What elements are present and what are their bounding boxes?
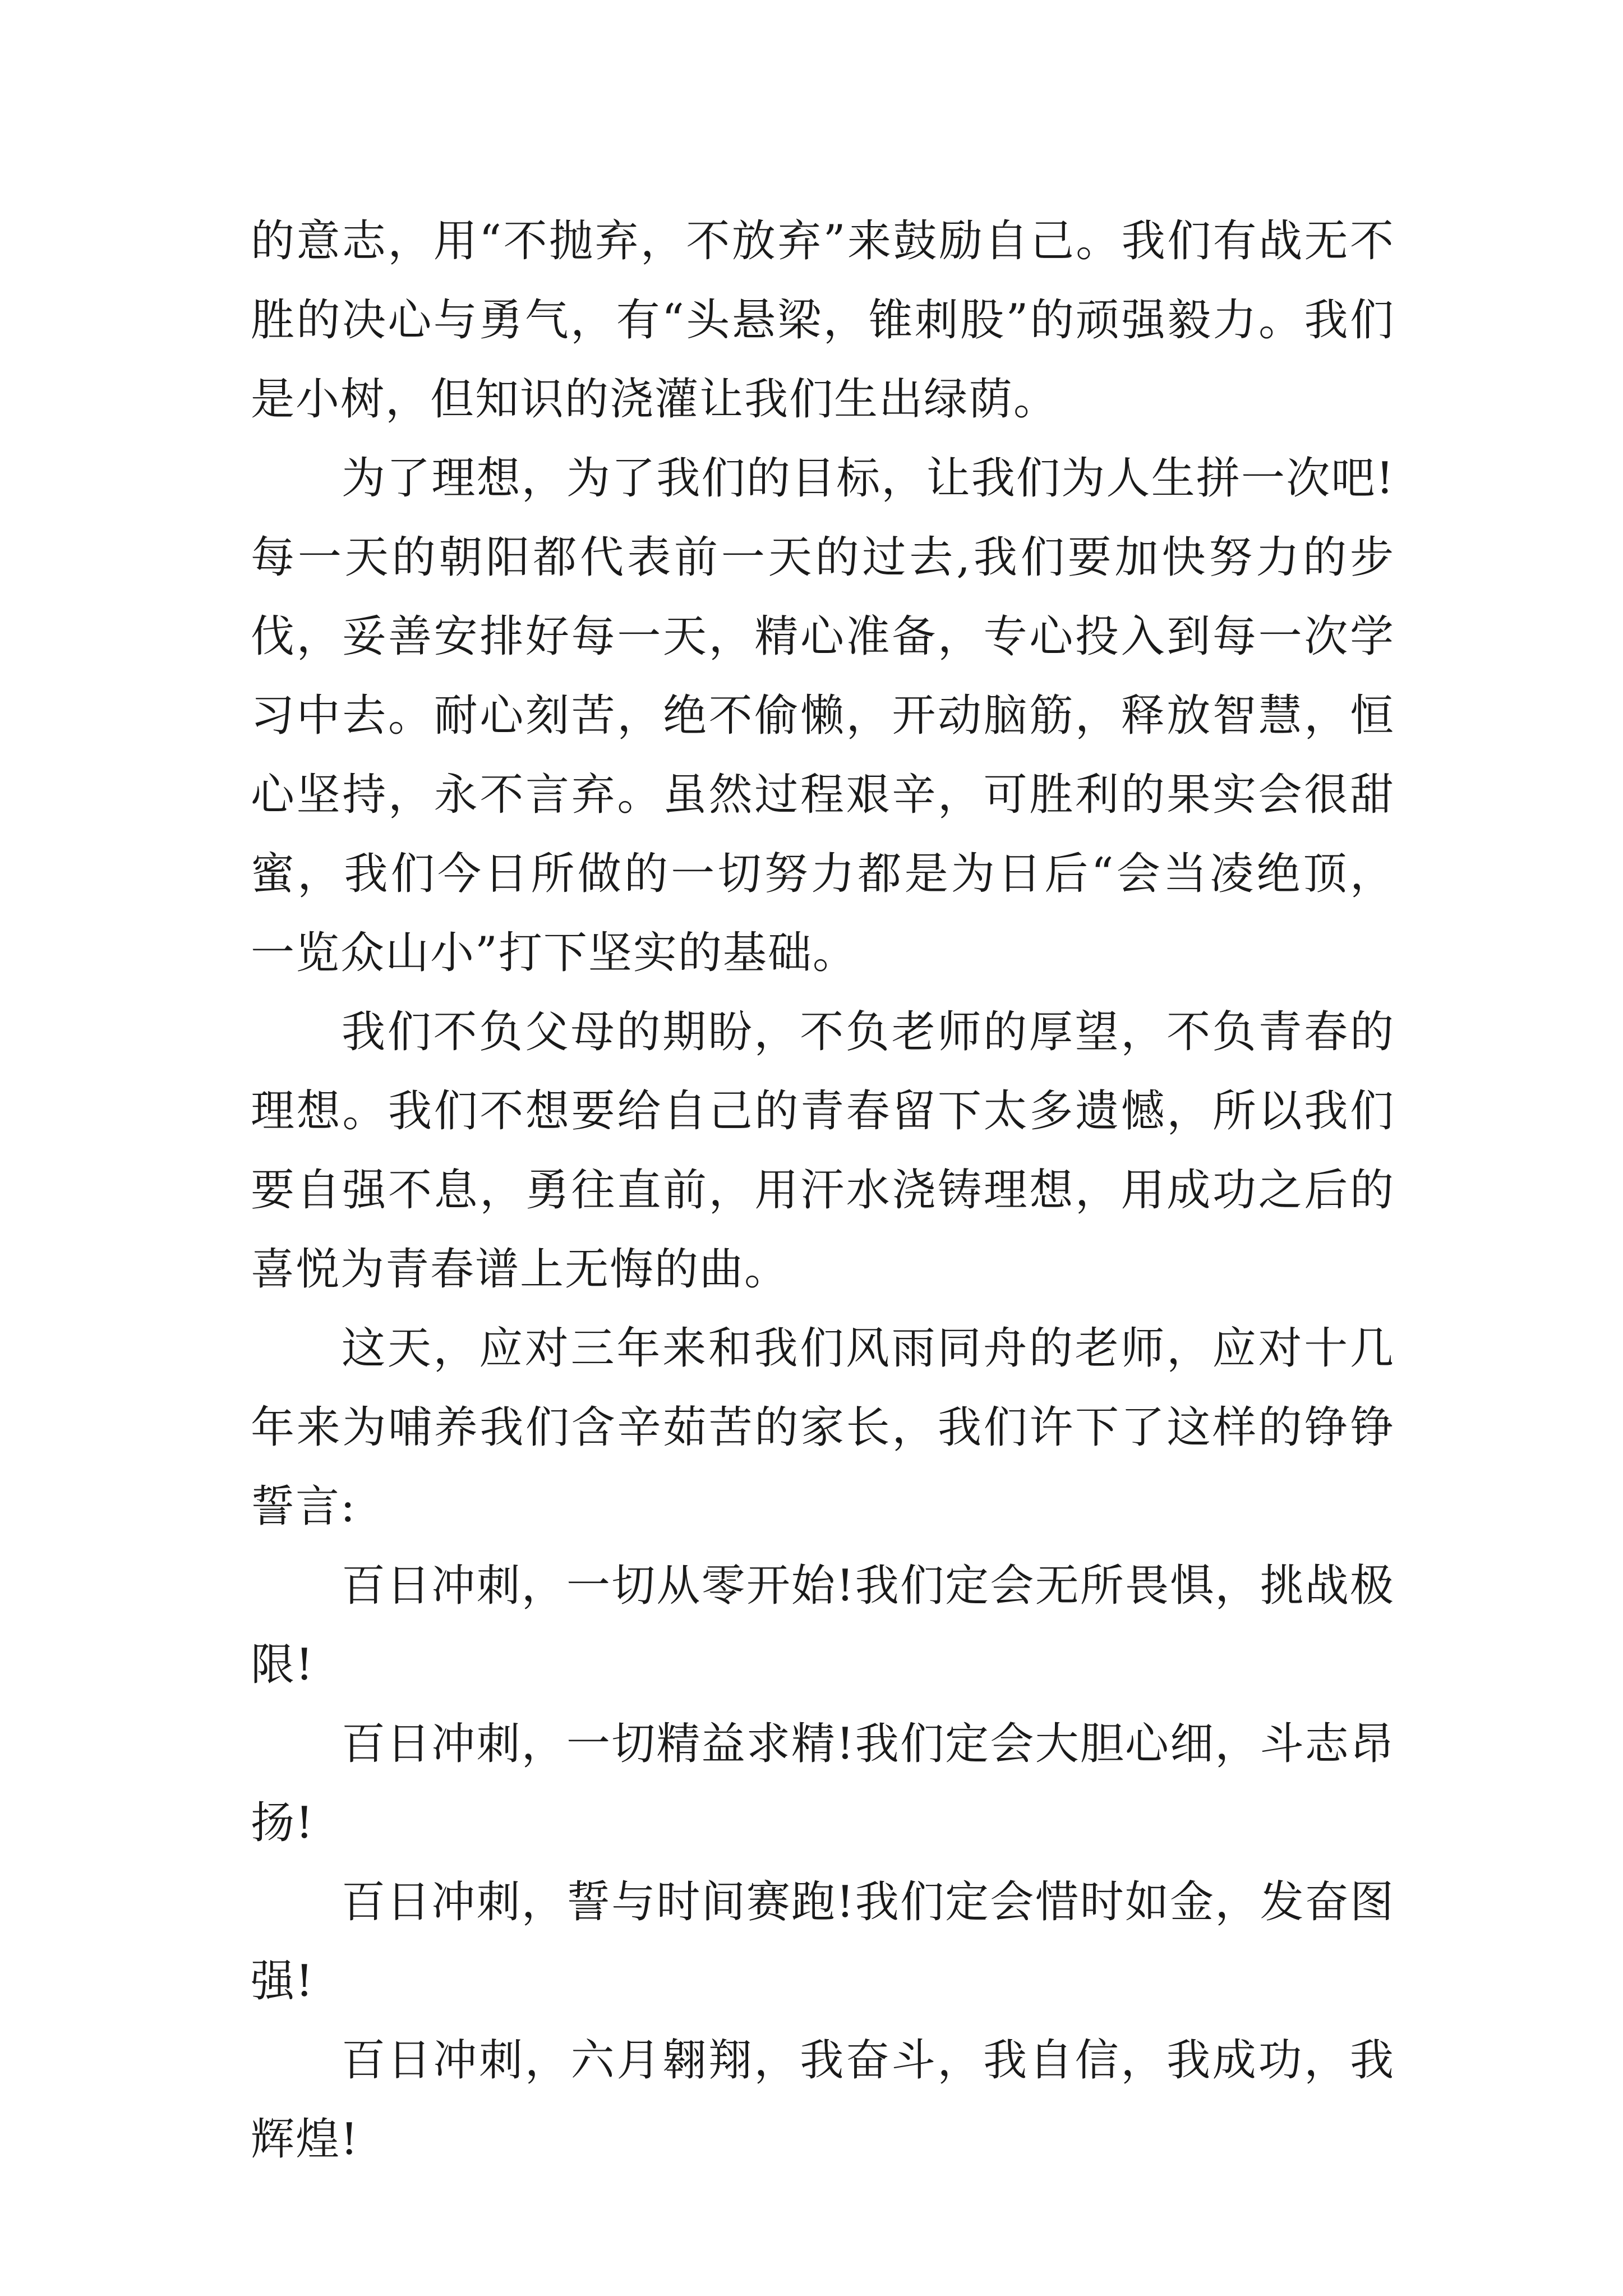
oath-line-3: 百日冲刺，誓与时间赛跑!我们定会惜时如金，发奋图强! <box>251 1877 1395 2007</box>
paragraph-oath-intro: 这天，应对三年来和我们风雨同舟的老师，应对十几年来为哺养我们含辛茹苦的家长，我们许下了这样的铮铮誓言: <box>251 1323 1395 1532</box>
oath-line-4: 百日冲刺，六月翱翔，我奋斗，我自信，我成功，我辉煌! <box>251 2035 1395 2165</box>
oath-line-1: 百日冲刺，一切从零开始!我们定会无所畏惧，挑战极限! <box>251 1561 1395 1690</box>
oath-line-2: 百日冲刺，一切精益求精!我们定会大胆心细，斗志昂扬! <box>251 1719 1395 1848</box>
document-body <box>251 202 1395 2179</box>
paragraph-continuation: 的意志，用“不抛弃，不放弃”来鼓励自己。我们有战无不胜的决心与勇气，有“头悬梁，锥刺股”的顽强毅力。我们是小树，但知识的浇灌让我们生出绿荫。 <box>251 216 1395 425</box>
paragraph-expectation: 我们不负父母的期盼，不负老师的厚望，不负青春的理想。我们不想要给自己的青春留下太多遗憾，所以我们要自强不息，勇往直前，用汗水浇铸理想，用成功之后的喜悦为青春谱上无悔的曲。 <box>251 1007 1395 1295</box>
paragraph-ideal: 为了理想，为了我们的目标，让我们为人生拼一次吧!每一天的朝阳都代表前一天的过去,我们要加快努力的步伐，妥善安排好每一天，精心准备，专心投入到每一次学习中去。耐心刻苦，绝不偷懒，开动脑筋，释放智慧，恒心坚持，永不言弃。虽然过程艰辛，可胜利的果实会很甜蜜，我们今日所做的一切努力都是为日后“会当凌绝顶，一览众山小”打下坚实的基础。 <box>251 453 1395 978</box>
